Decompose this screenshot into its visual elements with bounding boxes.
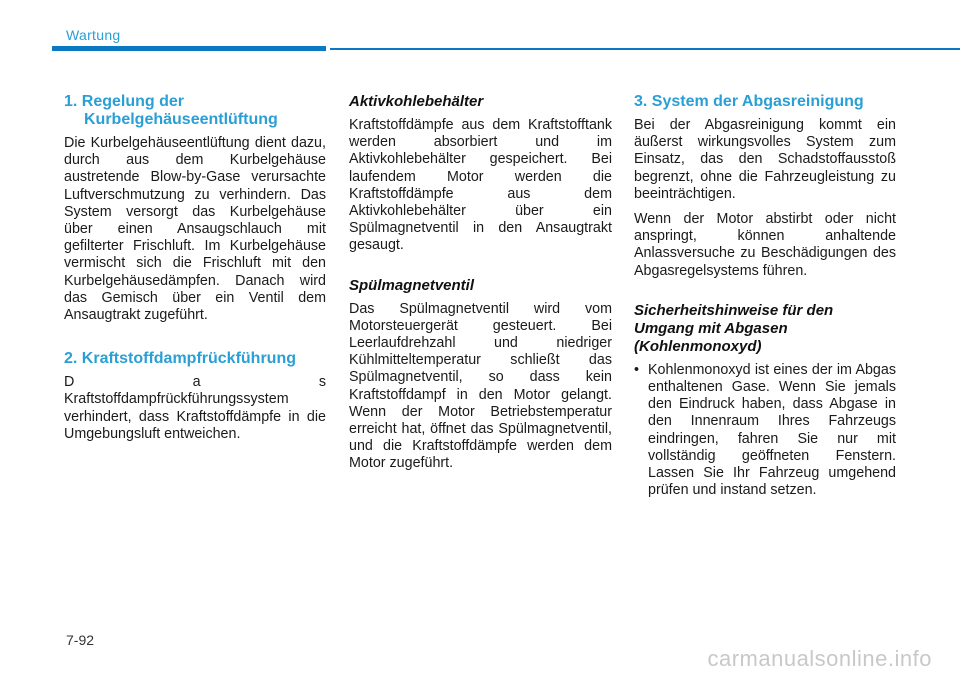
heading-fuel-vapor-recovery: 2. Kraftstoffdampfrückführung	[64, 350, 296, 368]
heading-charcoal-canister: Aktivkohlebehälter	[349, 93, 484, 110]
heading-crankcase-ventilation: 1. Regelung der Kurbelgehäuseentlüftung	[64, 93, 278, 128]
paragraph-fuel-vapor-line1: D a s	[64, 374, 326, 391]
paragraph-engine-stall: Wenn der Motor abstirbt oder nicht anspringt, können anhaltende Anlassversuche zu Beschädigungen des Abgasregelsystems führen.	[634, 211, 896, 279]
paragraph-exhaust-system: Bei der Abgasreinigung kommt ein äußerst wirkungsvolles System zum Einsatz, das den Schadstoffausstoß begrenzt, ohne die Fahrzeugleistung zu beeinträchtigen.	[634, 117, 896, 202]
paragraph-crankcase-ventilation: Die Kurbelgehäuseentlüftung dient dazu, durch aus dem Kurbelgehäuse austretende Blow-by-Gase verursachte Luftverschmutzung zu verhindern. Das System versorgt das Kurbelgehäuse über einen Ansaugschlauch mit gefilterter Frischluft. Im Kurbelgehäuse vermischt sich die Frischluft mit den Kurbelgehäusedämpfen. Danach wird das Gemisch über ein Ventil dem Ansaugtrakt zugeführt.	[64, 135, 326, 324]
heading-safety-exhaust: Sicherheitshinweise für den Umgang mit Abgasen (Kohlenmonoxyd)	[634, 301, 834, 355]
list-item	[634, 362, 896, 500]
column-1	[64, 93, 326, 443]
header-rule-thick	[52, 46, 326, 51]
heading-purge-valve: Spülmagnetventil	[349, 276, 475, 294]
paragraph-purge-valve: Das Spülmagnetventil wird vom Motorsteuergerät gesteuert. Bei Leerlaufdrehzahl und niedriger Kühlmitteltemperatur schließt das Spülmagnetventil, so dass kein Kraftstoffdampf in den Motor gelangt. Wenn der Motor Betriebstemperatur erreicht hat, öffnet das Spülmagnetventil, und die Kraftstoffdämpfe werden dem Motor zugeführt.	[349, 300, 612, 472]
watermark: carmanualsonline.info	[707, 646, 932, 671]
heading-exhaust-emission-control: 3. System der Abgasreinigung	[634, 93, 864, 110]
section-label: Wartung	[66, 27, 121, 43]
paragraph-charcoal-canister: Kraftstoffdämpfe aus dem Kraftstofftank werden absorbiert und im Aktivkohlebehälter gespeichert. Bei laufendem Motor werden die Kraftstoffdämpfe aus dem Aktivkohlebehälter über ein Spülmagnetventil in den Ansaugtrakt gesaugt.	[349, 117, 612, 254]
column-2	[349, 93, 612, 473]
list-item-text: Kohlenmonoxyd ist eines der im Abgas enthaltenen Gase. Wenn Sie jemals den Eindruck haben, dass Abgase in den Innenraum Ihres Fahrzeugs eindringen, fahren Sie nur mit vollständig geöffneten Fenstern. Lassen Sie Ihr Fahrzeug umgehend prüfen und instand setzen.	[648, 361, 896, 499]
paragraph-fuel-vapor: Kraftstoffdampfrückführungssystem verhindert, dass Kraftstoffdämpfe in die Umgebungsluft entweichen.	[64, 391, 326, 442]
column-3	[634, 93, 896, 499]
page-number: 7-92	[66, 632, 95, 648]
safety-list	[634, 362, 896, 500]
header-rule-thin	[330, 48, 960, 50]
bullet-icon: •	[634, 361, 640, 378]
